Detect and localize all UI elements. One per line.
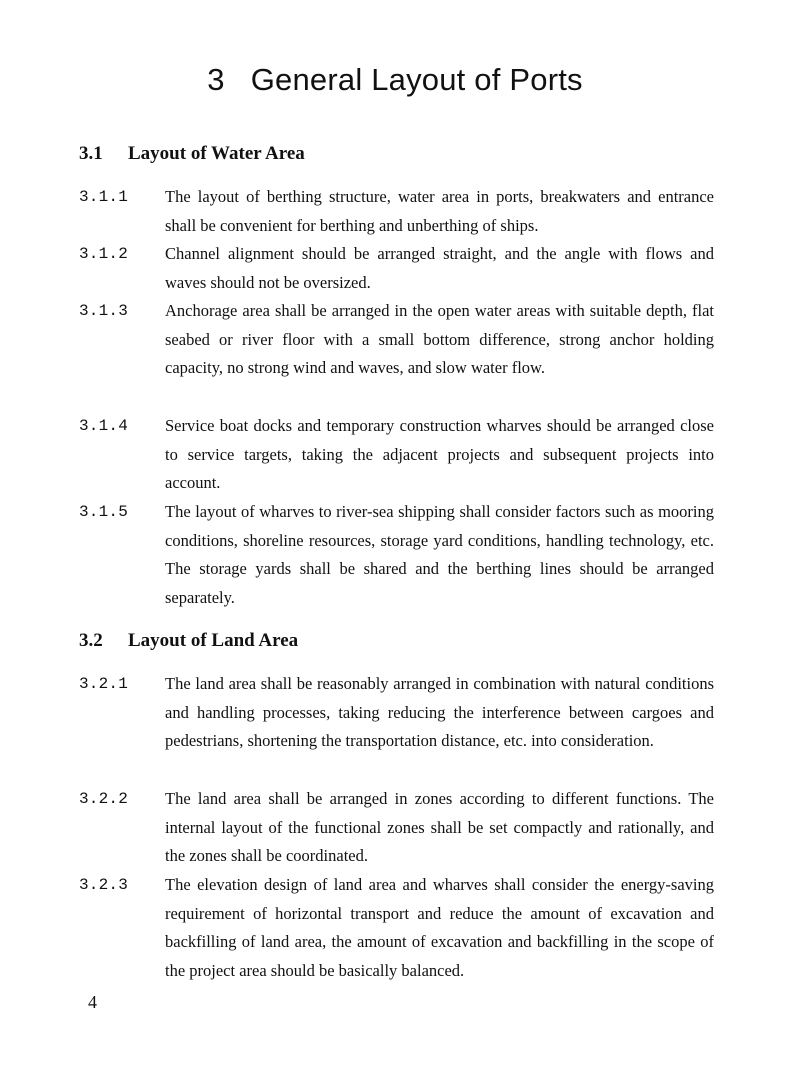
clause-number: 3.2.3 [79,876,129,894]
clause-text: The layout of berthing structure, water area in ports, breakwaters and entrance shall be convenient for berthing and unberthing of ships. [165,187,714,235]
clause-number: 3.2.2 [79,790,129,808]
clause-number: 3.1.4 [79,417,129,435]
clause-number: 3.1.3 [79,302,129,320]
clause-text: Service boat docks and temporary construction wharves should be arranged close to service targets, taking the adjacent projects and subsequent projects into account. [165,416,714,493]
section-number: 3.2 [79,630,103,651]
chapter-title-text: General Layout of Ports [250,62,583,97]
clause-text: Channel alignment should be arranged straight, and the angle with flows and waves should not be oversized. [165,244,714,292]
clause-text: Anchorage area shall be arranged in the open water areas with suitable depth, flat seabed or river floor with a small bottom difference, strong anchor holding capacity, no strong wind and waves, and slow water flow. [165,301,714,378]
chapter-title [0,60,790,100]
clause-number: 3.1.1 [79,188,129,206]
section-number: 3.1 [79,143,103,164]
clause-text: The elevation design of land area and wharves shall consider the energy-saving requirement of horizontal transport and reduce the amount of excavation and backfilling of land area, the amount of excavation and backfilling in the scope of the project area should be basically balanced. [165,875,714,980]
section-heading-3-1 [79,141,305,167]
chapter-number: 3 [207,62,225,97]
clause-text: The layout of wharves to river-sea shipping shall consider factors such as mooring conditions, shoreline resources, storage yard conditions, handling technology, etc. The storage yards shall be shared and the berthing lines should be arranged separately. [165,502,714,607]
clause-text: The land area shall be reasonably arranged in combination with natural conditions and handling processes, taking reducing the interference between cargoes and pedestrians, shortening the transportation distance, etc. into consideration. [165,674,714,751]
section-title: Layout of Land Area [128,630,299,651]
page-number: 4 [88,992,97,1012]
section-heading-3-2 [79,628,298,654]
clause-number: 3.2.1 [79,675,129,693]
clause-text: The land area shall be arranged in zones according to different functions. The internal layout of the functional zones shall be set compactly and rationally, and the zones shall be coordinated. [165,789,714,866]
section-title: Layout of Water Area [128,143,305,164]
clause-number: 3.1.2 [79,245,129,263]
clause-number: 3.1.5 [79,503,129,521]
